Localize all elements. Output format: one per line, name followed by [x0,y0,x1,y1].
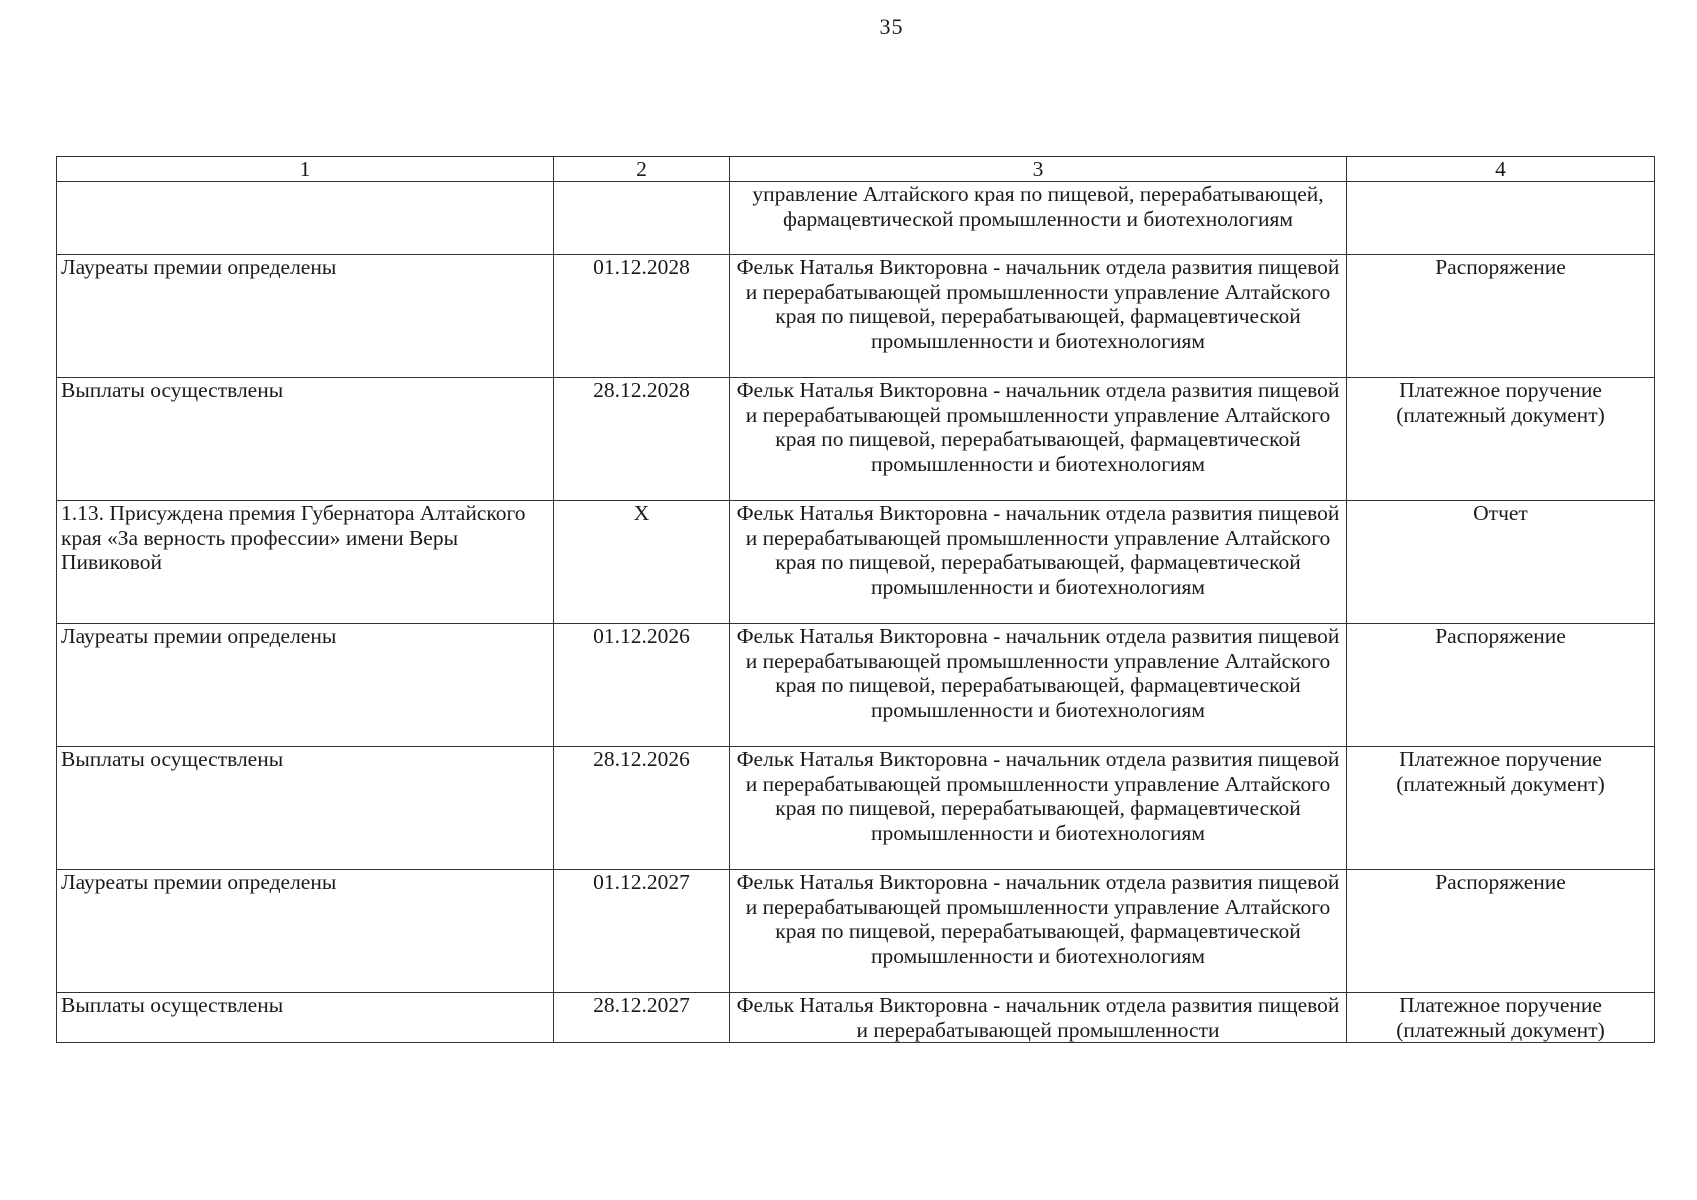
event-cell: Выплаты осуществлены [57,378,554,501]
table-row [57,182,1655,255]
responsible-cell: Фельк Наталья Викторовна - начальник отдела развития пищевой и перерабатывающей промышленности управление Алтайского края по пищевой, перерабатывающей, фармацевтической промышленности и биотехнологиям [730,870,1347,993]
responsible-cell: Фельк Наталья Викторовна - начальник отдела развития пищевой и перерабатывающей промышленности управление Алтайского края по пищевой, перерабатывающей, фармацевтической промышленности и биотехнологиям [730,501,1347,624]
document-cell: Платежное поручение (платежный документ) [1347,378,1655,501]
table-row [57,870,1655,993]
responsible-cell: Фельк Наталья Викторовна - начальник отдела развития пищевой и перерабатывающей промышленности управление Алтайского края по пищевой, перерабатывающей, фармацевтической промышленности и биотехнологиям [730,624,1347,747]
responsible-cell: управление Алтайского края по пищевой, перерабатывающей, фармацевтической промышленности и биотехнологиям [730,182,1347,255]
date-cell: 28.12.2028 [554,378,730,501]
responsible-cell: Фельк Наталья Викторовна - начальник отдела развития пищевой и перерабатывающей промышленности управление Алтайского края по пищевой, перерабатывающей, фармацевтической промышленности и биотехнологиям [730,378,1347,501]
page-number: 35 [879,14,904,39]
table-row [57,378,1655,501]
date-cell: 01.12.2028 [554,255,730,378]
date-cell: 01.12.2026 [554,624,730,747]
event-cell [57,182,554,255]
column-header: 2 [554,157,730,182]
column-header: 1 [57,157,554,182]
table-row [57,624,1655,747]
date-cell: 28.12.2027 [554,993,730,1043]
document-cell: Распоряжение [1347,255,1655,378]
table-header-row [57,157,1655,182]
date-cell [554,182,730,255]
date-cell: 01.12.2027 [554,870,730,993]
responsible-cell: Фельк Наталья Викторовна - начальник отдела развития пищевой и перерабатывающей промышленности [730,993,1347,1043]
document-cell: Платежное поручение (платежный документ) [1347,993,1655,1043]
date-cell: 28.12.2026 [554,747,730,870]
event-cell: Выплаты осуществлены [57,747,554,870]
event-cell: Лауреаты премии определены [57,255,554,378]
column-header: 3 [730,157,1347,182]
table-row [57,747,1655,870]
document-cell: Распоряжение [1347,870,1655,993]
event-cell: Лауреаты премии определены [57,870,554,993]
event-cell: Лауреаты премии определены [57,624,554,747]
document-cell: Платежное поручение (платежный документ) [1347,747,1655,870]
table-row [57,501,1655,624]
responsible-cell: Фельк Наталья Викторовна - начальник отдела развития пищевой и перерабатывающей промышленности управление Алтайского края по пищевой, перерабатывающей, фармацевтической промышленности и биотехнологиям [730,747,1347,870]
document-table [56,156,1655,1043]
table-row [57,993,1655,1043]
document-cell: Отчет [1347,501,1655,624]
responsible-cell: Фельк Наталья Викторовна - начальник отдела развития пищевой и перерабатывающей промышленности управление Алтайского края по пищевой, перерабатывающей, фармацевтической промышленности и биотехнологиям [730,255,1347,378]
document-cell: Распоряжение [1347,624,1655,747]
column-header: 4 [1347,157,1655,182]
table-row [57,255,1655,378]
event-cell: 1.13. Присуждена премия Губернатора Алтайского края «За верность профессии» имени Веры Пивиковой [57,501,554,624]
date-cell: X [554,501,730,624]
event-cell: Выплаты осуществлены [57,993,554,1043]
document-cell [1347,182,1655,255]
